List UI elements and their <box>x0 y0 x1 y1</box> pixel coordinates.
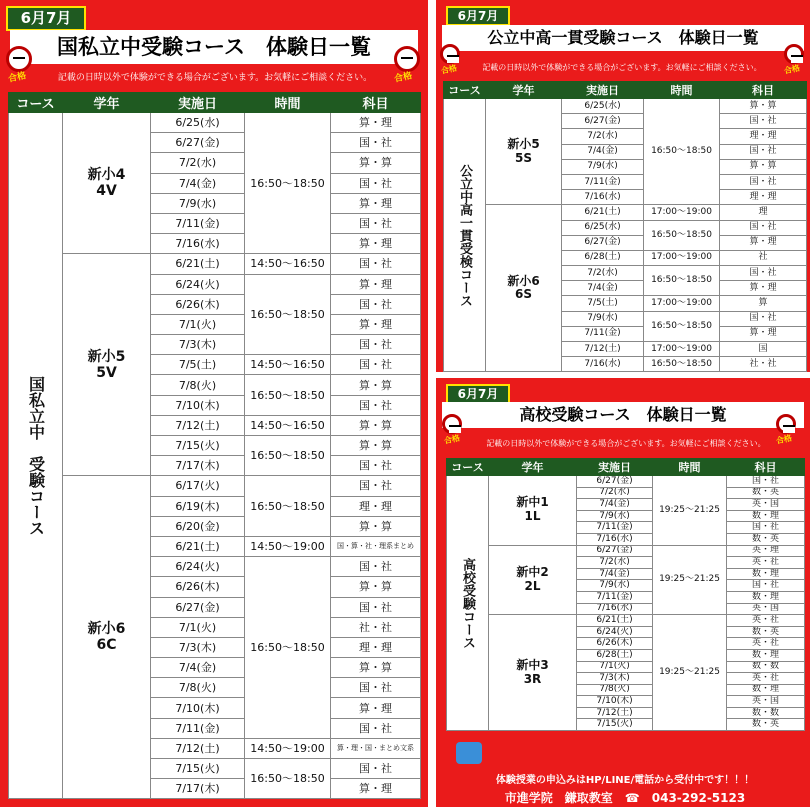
date-cell: 7/11(金) <box>562 174 644 189</box>
column-header: 時間 <box>653 459 727 476</box>
date-cell: 6/20(金) <box>151 516 245 536</box>
daruma-label: 合格 <box>393 71 414 85</box>
grade-cell: 新中2 2L <box>489 545 577 615</box>
date-cell: 6/26(木) <box>151 294 245 314</box>
subject-cell: 算・算 <box>331 577 421 597</box>
date-tag-c: 6月7月 <box>446 384 510 404</box>
column-header: コース <box>447 459 489 476</box>
date-cell: 7/4(金) <box>151 658 245 678</box>
column-header: コース <box>444 82 486 99</box>
daruma-icon <box>440 44 460 64</box>
schedule-table-a <box>8 92 421 799</box>
date-cell: 7/16(水) <box>562 190 644 205</box>
subject-cell: 国・社 <box>720 220 807 235</box>
time-cell: 14:50～16:50 <box>245 415 331 435</box>
daruma-icon <box>6 46 32 72</box>
column-header: 学年 <box>486 82 562 99</box>
time-cell: 16:50～18:50 <box>245 476 331 537</box>
table-row <box>9 476 421 496</box>
date-cell: 7/8(火) <box>577 684 653 696</box>
date-cell: 7/17(木) <box>151 456 245 476</box>
date-cell: 7/9(水) <box>562 159 644 174</box>
date-cell: 7/9(水) <box>151 193 245 213</box>
date-cell: 7/1(火) <box>577 661 653 673</box>
subject-cell: 理・理 <box>331 637 421 657</box>
time-cell: 19:25～21:25 <box>653 615 727 731</box>
subject-cell: 国・社 <box>720 266 807 281</box>
subject-cell: 国・社 <box>331 456 421 476</box>
table-row <box>447 476 805 488</box>
date-cell: 7/1(火) <box>151 617 245 637</box>
time-cell: 14:50～19:00 <box>245 738 331 758</box>
date-cell: 7/4(金) <box>562 144 644 159</box>
subject-cell: 算・算 <box>331 658 421 678</box>
subject-cell: 数・英 <box>727 487 805 499</box>
subject-cell: 理 <box>720 205 807 220</box>
subject-cell: 国・社 <box>331 173 421 193</box>
table-row <box>447 615 805 627</box>
date-cell: 7/11(金) <box>577 522 653 534</box>
date-cell: 6/26(木) <box>577 638 653 650</box>
table-row <box>447 545 805 557</box>
date-cell: 7/3(木) <box>577 673 653 685</box>
table-row <box>444 99 807 114</box>
date-cell: 6/21(土) <box>151 254 245 274</box>
date-cell: 6/27(金) <box>151 597 245 617</box>
column-header: 時間 <box>245 93 331 113</box>
column-header: 科目 <box>331 93 421 113</box>
subject-cell: 国・社 <box>727 476 805 488</box>
date-cell: 6/21(土) <box>577 615 653 627</box>
subject-cell: 理・理 <box>720 190 807 205</box>
daruma-label: 合格 <box>443 433 461 446</box>
time-cell: 16:50～18:50 <box>245 274 331 355</box>
date-cell: 6/28(土) <box>562 250 644 265</box>
grade-cell: 新中1 1L <box>489 476 577 546</box>
date-cell: 6/26(木) <box>151 577 245 597</box>
date-cell: 7/11(金) <box>562 326 644 341</box>
subject-cell: 算・理 <box>720 235 807 250</box>
subject-cell: 算・理 <box>331 193 421 213</box>
time-cell: 16:50～18:50 <box>644 266 720 296</box>
grade-cell: 新小5 5S <box>486 99 562 205</box>
subject-cell: 英・国 <box>727 696 805 708</box>
subject-cell: 社 <box>720 250 807 265</box>
subject-cell: 理・理 <box>720 129 807 144</box>
date-cell: 7/11(金) <box>577 591 653 603</box>
column-header: 科目 <box>727 459 805 476</box>
date-cell: 7/15(火) <box>151 436 245 456</box>
date-cell: 7/12(土) <box>577 707 653 719</box>
daruma-icon <box>776 414 796 434</box>
subject-cell: 国・社 <box>331 759 421 779</box>
date-cell: 7/17(木) <box>151 779 245 799</box>
time-cell: 16:50～18:50 <box>245 759 331 799</box>
date-cell: 7/11(金) <box>151 213 245 233</box>
date-cell: 6/24(火) <box>151 557 245 577</box>
date-cell: 7/8(火) <box>151 375 245 395</box>
subject-cell: 英・国 <box>727 603 805 615</box>
course-cell <box>444 99 486 372</box>
subject-cell: 国・社 <box>331 476 421 496</box>
note-c: 記載の日時以外で体験ができる場合がございます。お気軽にご相談ください。 <box>486 439 766 448</box>
time-cell: 16:50～18:50 <box>245 557 331 739</box>
time-cell: 17:00～19:00 <box>644 250 720 265</box>
date-cell: 7/10(木) <box>577 696 653 708</box>
subject-cell: 算・理 <box>331 274 421 294</box>
subject-cell: 算・理・国・まとめ文系 <box>331 738 421 758</box>
date-cell: 7/9(水) <box>577 580 653 592</box>
date-cell: 7/10(木) <box>151 698 245 718</box>
date-cell: 7/4(金) <box>577 499 653 511</box>
course-name: 公立中高一貫受検コース <box>457 163 472 307</box>
date-cell: 7/12(土) <box>151 415 245 435</box>
subject-cell: 国・算・社・理系まとめ <box>331 536 421 556</box>
date-cell: 7/3(木) <box>151 335 245 355</box>
subject-cell: 国・社 <box>720 174 807 189</box>
grade-cell: 新中3 3R <box>489 615 577 731</box>
subject-cell: 数・英 <box>727 533 805 545</box>
subject-cell: 数・数 <box>727 707 805 719</box>
course-name: 高校受験コース <box>460 557 475 649</box>
subject-cell: 国・社 <box>727 580 805 592</box>
date-cell: 7/1(火) <box>151 314 245 334</box>
subject-cell: 国・社 <box>720 311 807 326</box>
subject-cell: 国・社 <box>720 114 807 129</box>
time-cell: 16:50～18:50 <box>245 113 331 254</box>
time-cell: 17:00～19:00 <box>644 296 720 311</box>
subject-cell: 社・社 <box>720 357 807 372</box>
subject-cell: 英・社 <box>727 615 805 627</box>
subject-cell: 算・理 <box>331 698 421 718</box>
date-cell: 6/21(土) <box>562 205 644 220</box>
date-tag-b: 6月7月 <box>446 6 510 26</box>
table-row <box>444 205 807 220</box>
subject-cell: 数・理 <box>727 591 805 603</box>
subject-cell: 数・理 <box>727 649 805 661</box>
date-cell: 6/28(土) <box>577 649 653 661</box>
subject-cell: 算 <box>720 296 807 311</box>
subject-cell: 英・国 <box>727 499 805 511</box>
time-cell: 17:00～19:00 <box>644 205 720 220</box>
student-illustration <box>456 742 482 764</box>
date-cell: 7/5(土) <box>562 296 644 311</box>
subject-cell: 算・算 <box>331 516 421 536</box>
time-cell: 14:50～16:50 <box>245 254 331 274</box>
grade-cell: 新小6 6C <box>63 476 151 799</box>
date-cell: 7/4(金) <box>577 568 653 580</box>
time-cell: 14:50～16:50 <box>245 355 331 375</box>
subject-cell: 算・理 <box>720 281 807 296</box>
subject-cell: 英・社 <box>727 673 805 685</box>
subject-cell: 数・理 <box>727 568 805 580</box>
date-cell: 7/2(水) <box>562 266 644 281</box>
time-cell: 16:50～18:50 <box>245 375 331 415</box>
subject-cell: 国・社 <box>331 678 421 698</box>
column-header: 時間 <box>644 82 720 99</box>
subject-cell: 数・英 <box>727 719 805 731</box>
subject-cell: 英・理 <box>727 545 805 557</box>
date-cell: 6/21(土) <box>151 536 245 556</box>
date-cell: 7/2(水) <box>562 129 644 144</box>
subject-cell: 算・算 <box>331 153 421 173</box>
subject-cell: 国 <box>720 342 807 357</box>
date-tag-a: 6月7月 <box>6 6 86 31</box>
subject-cell: 国・社 <box>727 522 805 534</box>
date-cell: 7/16(水) <box>151 234 245 254</box>
subject-cell: 数・数 <box>727 661 805 673</box>
subject-cell: 国・社 <box>331 718 421 738</box>
column-header: 実施日 <box>562 82 644 99</box>
subject-cell: 社・社 <box>331 617 421 637</box>
subject-cell: 算・算 <box>720 99 807 114</box>
title-b: 公立中高一貫受験コース 体験日一覧 <box>442 25 804 51</box>
grade-cell: 新小5 5V <box>63 254 151 476</box>
subject-cell: 算・算 <box>331 436 421 456</box>
date-cell: 6/24(火) <box>151 274 245 294</box>
date-cell: 7/12(土) <box>151 738 245 758</box>
date-cell: 6/25(水) <box>562 220 644 235</box>
column-header: 科目 <box>720 82 807 99</box>
title-c: 高校受験コース 体験日一覧 <box>442 402 804 428</box>
time-cell: 16:50～18:50 <box>644 99 720 205</box>
date-cell: 7/16(水) <box>562 357 644 372</box>
column-header: 実施日 <box>151 93 245 113</box>
date-cell: 6/27(金) <box>562 114 644 129</box>
subject-cell: 国・社 <box>331 133 421 153</box>
daruma-label: 合格 <box>7 71 28 85</box>
subject-cell: 算・理 <box>331 113 421 133</box>
date-cell: 7/5(土) <box>151 355 245 375</box>
column-header: コース <box>9 93 63 113</box>
subject-cell: 算・理 <box>720 326 807 341</box>
column-header: 学年 <box>63 93 151 113</box>
subject-cell: 算・算 <box>331 375 421 395</box>
subject-cell: 算・理 <box>331 779 421 799</box>
course-name: 国私立中 受験コース <box>26 375 46 536</box>
daruma-label: 合格 <box>775 433 793 446</box>
daruma-icon <box>784 44 804 64</box>
subject-cell: 国・社 <box>720 144 807 159</box>
daruma-icon <box>442 414 462 434</box>
note-a: 記載の日時以外で体験ができる場合がございます。お気軽にご相談ください。 <box>57 73 373 83</box>
time-cell: 19:25～21:25 <box>653 476 727 546</box>
subject-cell: 国・社 <box>331 254 421 274</box>
time-cell: 14:50～19:00 <box>245 536 331 556</box>
table-row <box>9 113 421 133</box>
date-cell: 7/2(水) <box>151 153 245 173</box>
date-cell: 7/10(木) <box>151 395 245 415</box>
course-cell <box>447 476 489 731</box>
date-cell: 7/4(金) <box>151 173 245 193</box>
table-row <box>9 254 421 274</box>
date-cell: 7/3(木) <box>151 637 245 657</box>
date-cell: 7/15(火) <box>577 719 653 731</box>
subject-cell: 数・英 <box>727 626 805 638</box>
date-cell: 6/24(火) <box>577 626 653 638</box>
course-cell <box>9 113 63 799</box>
column-header: 学年 <box>489 459 577 476</box>
time-cell: 16:50～18:50 <box>644 311 720 341</box>
subject-cell: 数・理 <box>727 510 805 522</box>
footer-apply: 体験授業の申込みはHP/LINE/電話から受付中です！！！ <box>495 775 755 786</box>
subject-cell: 英・社 <box>727 638 805 650</box>
subject-cell: 国・社 <box>331 213 421 233</box>
subject-cell: 算・算 <box>720 159 807 174</box>
date-cell: 7/12(土) <box>562 342 644 357</box>
subject-cell: 数・理 <box>727 684 805 696</box>
time-cell: 17:00～19:00 <box>644 342 720 357</box>
title-a: 国私立中受験コース 体験日一覧 <box>10 30 418 64</box>
subject-cell: 算・算 <box>331 415 421 435</box>
schedule-table-c <box>446 458 805 731</box>
date-cell: 6/19(木) <box>151 496 245 516</box>
date-cell: 6/27(金) <box>562 235 644 250</box>
subject-cell: 算・理 <box>331 234 421 254</box>
subject-cell: 国・社 <box>331 335 421 355</box>
daruma-label: 合格 <box>783 63 801 76</box>
grade-cell: 新小4 4V <box>63 113 151 254</box>
daruma-label: 合格 <box>440 63 458 76</box>
date-cell: 6/27(金) <box>577 545 653 557</box>
date-cell: 6/17(火) <box>151 476 245 496</box>
subject-cell: 算・理 <box>331 314 421 334</box>
date-cell: 7/2(水) <box>577 487 653 499</box>
date-cell: 7/16(水) <box>577 603 653 615</box>
subject-cell: 国・社 <box>331 294 421 314</box>
time-cell: 19:25～21:25 <box>653 545 727 615</box>
schedule-table-b <box>443 81 807 372</box>
date-cell: 7/2(水) <box>577 557 653 569</box>
time-cell: 16:50～18:50 <box>245 436 331 476</box>
date-cell: 6/27(金) <box>151 133 245 153</box>
date-cell: 7/9(水) <box>562 311 644 326</box>
date-cell: 7/4(金) <box>562 281 644 296</box>
subject-cell: 英・社 <box>727 557 805 569</box>
grade-cell: 新小6 6S <box>486 205 562 372</box>
date-cell: 6/25(水) <box>562 99 644 114</box>
column-header: 実施日 <box>577 459 653 476</box>
subject-cell: 国・社 <box>331 557 421 577</box>
date-cell: 7/15(火) <box>151 759 245 779</box>
time-cell: 16:50～18:50 <box>644 357 720 372</box>
date-cell: 7/11(金) <box>151 718 245 738</box>
date-cell: 6/25(水) <box>151 113 245 133</box>
date-cell: 7/8(火) <box>151 678 245 698</box>
date-cell: 7/9(水) <box>577 510 653 522</box>
subject-cell: 理・理 <box>331 496 421 516</box>
subject-cell: 国・社 <box>331 355 421 375</box>
subject-cell: 国・社 <box>331 597 421 617</box>
date-cell: 6/27(金) <box>577 476 653 488</box>
date-cell: 7/16(水) <box>577 533 653 545</box>
footer-contact: 市進学院 鎌取教室 ☎ 043-292-5123 <box>504 791 746 805</box>
time-cell: 16:50～18:50 <box>644 220 720 250</box>
note-b: 記載の日時以外で体験ができる場合がございます。お気軽にご相談ください。 <box>482 63 762 72</box>
subject-cell: 国・社 <box>331 395 421 415</box>
